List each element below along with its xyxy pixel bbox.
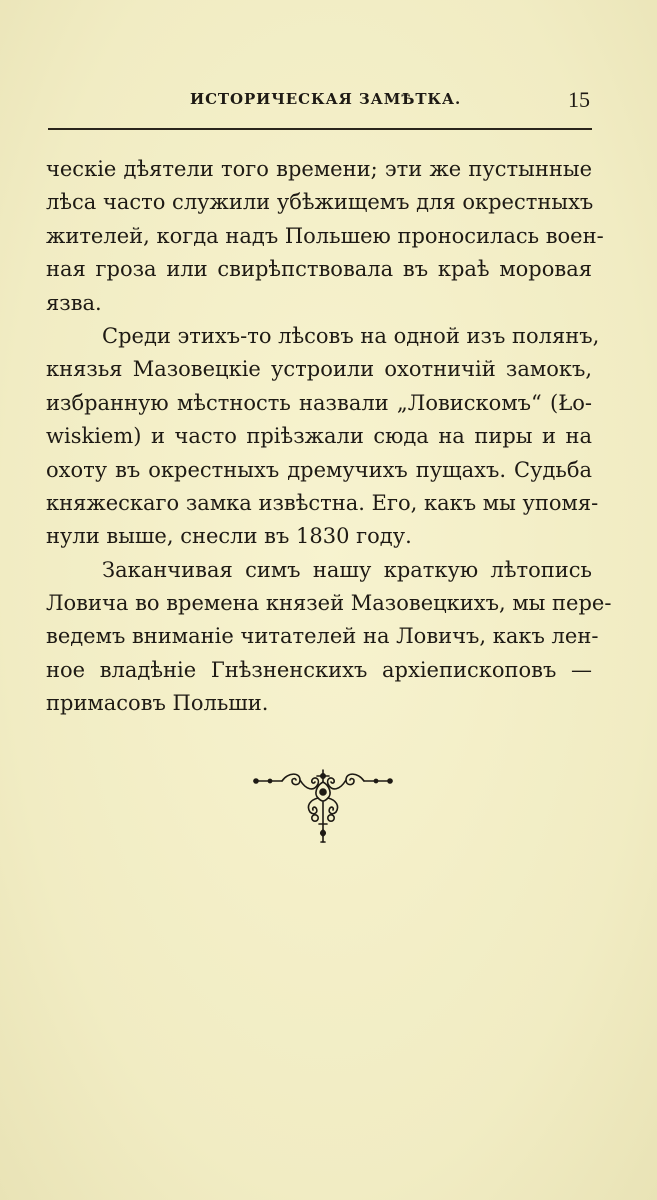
text-line: ведемъ вниманіе читателей на Ловичъ, какъ лен- xyxy=(46,624,599,649)
running-head xyxy=(48,88,592,118)
text-line: ная гроза или свирѣпствовала въ краѣ моровая xyxy=(46,257,592,282)
floral-tailpiece-icon xyxy=(248,768,398,846)
header-rule xyxy=(48,128,592,130)
text-line: ное владѣніе Гнѣзненскихъ архіепископовъ — xyxy=(46,657,592,682)
text-line: княжескаго замка извѣстна. Его, какъ мы упомя- xyxy=(46,490,599,515)
text-line: язва. xyxy=(46,290,102,315)
text-line: wiskiem) и часто пріѣзжали сюда на пиры и на xyxy=(46,424,592,449)
text-line: жителей, когда надъ Польшею проносилась воен- xyxy=(46,223,604,248)
text-line: нули выше, снесли въ 1830 году. xyxy=(46,524,412,549)
text-line: Среди этихъ-то лѣсовъ на одной изъ полянъ, xyxy=(102,323,600,348)
text-line: охоту въ окрестныхъ дремучихъ пущахъ. Судьба xyxy=(46,457,592,482)
text-line: Заканчивая симъ нашу краткую лѣтопись xyxy=(102,557,592,582)
page-number: 15 xyxy=(568,87,590,112)
running-title: ИСТОРИЧЕСКАЯ ЗАМѢТКА. xyxy=(190,90,462,108)
text-line: ческіе дѣятели того времени; эти же пустынные xyxy=(46,157,592,181)
text-line: примасовъ Польши. xyxy=(46,691,269,716)
text-line: Ловича во времена князей Мазовецкихъ, мы пере- xyxy=(46,591,612,616)
text-line: князья Мазовецкіе устроили охотничій замокъ, xyxy=(46,357,592,382)
body-text xyxy=(46,153,612,721)
text-line: лѣса часто служили убѣжищемъ для окрестныхъ xyxy=(46,190,594,215)
text-line: избранную мѣстность назвали „Ловискомъ“ (Ło- xyxy=(46,390,592,415)
